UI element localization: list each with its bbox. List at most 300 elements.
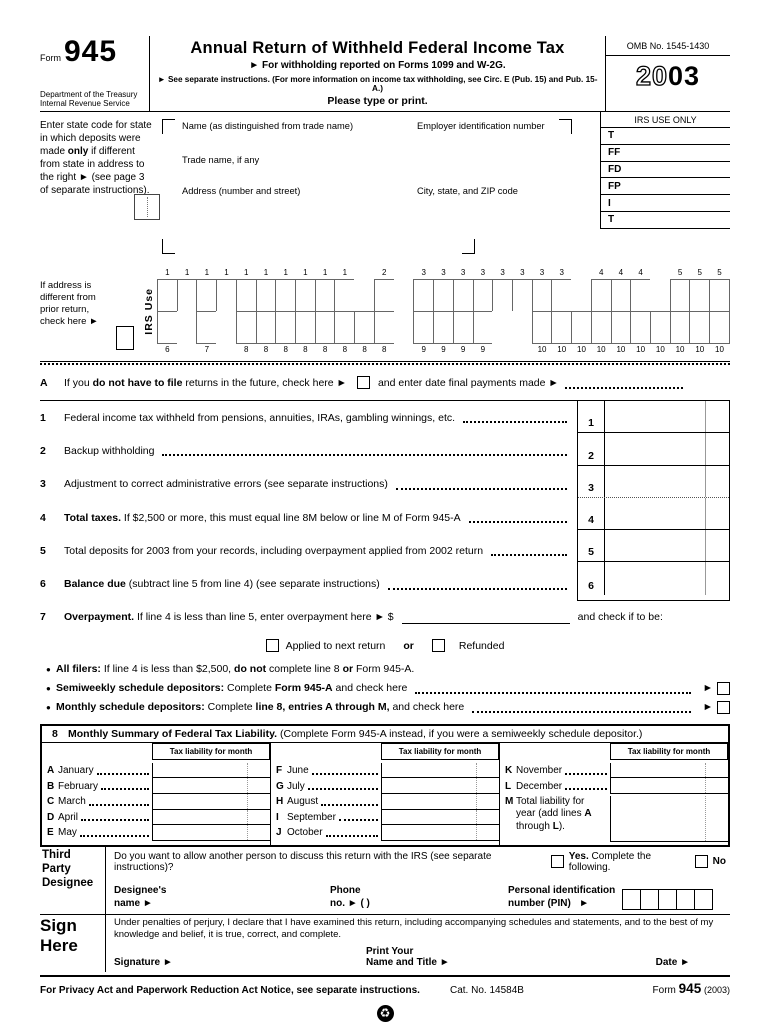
irs-use-grid-column bbox=[275, 267, 296, 356]
irs-use-box[interactable] bbox=[157, 311, 178, 344]
cents-entry-2[interactable] bbox=[705, 433, 729, 464]
line-a bbox=[40, 365, 730, 401]
amount-row-4: 4 bbox=[578, 498, 729, 530]
irs-use-box[interactable] bbox=[374, 279, 395, 312]
month-row: H August bbox=[271, 794, 499, 810]
amount-row-2: 2 bbox=[578, 433, 729, 465]
irs-use-grid-column bbox=[196, 267, 217, 356]
irs-use-grid-column bbox=[334, 267, 355, 356]
sign-here-label: Sign Here bbox=[40, 915, 106, 972]
irs-use-grid-column bbox=[689, 267, 710, 356]
irs-use-vertical-label: IRS Use bbox=[143, 287, 155, 335]
footer-form-number: 945 bbox=[678, 980, 702, 996]
liability-entry-march[interactable] bbox=[152, 794, 270, 810]
irs-use-box[interactable] bbox=[334, 279, 355, 312]
irs-use-only-box bbox=[600, 112, 730, 258]
irs-use-only-row: T bbox=[601, 212, 730, 229]
total-liability-row: M Total liability for year (add lines A through L). bbox=[500, 796, 728, 842]
line-a-letter: A bbox=[40, 376, 48, 389]
grid-bottom-label bbox=[492, 344, 513, 356]
corner-bracket-top-left bbox=[162, 119, 175, 134]
grid-bottom-label: 10 bbox=[655, 345, 665, 354]
pin-cell[interactable] bbox=[622, 889, 641, 910]
grid-top-label: 5 bbox=[677, 268, 683, 277]
grid-top-label: 3 bbox=[559, 268, 564, 277]
irs-use-box[interactable] bbox=[492, 279, 513, 312]
irs-use-box bbox=[216, 311, 237, 344]
liability-entry-december[interactable] bbox=[610, 778, 728, 794]
pin-cell[interactable] bbox=[676, 889, 695, 910]
irs-use-box[interactable] bbox=[413, 311, 434, 344]
irs-use-box[interactable] bbox=[275, 311, 296, 344]
irs-use-box[interactable] bbox=[670, 279, 691, 312]
irs-use-box[interactable] bbox=[354, 311, 375, 344]
grid-bottom-label bbox=[177, 344, 198, 356]
or-label: or bbox=[403, 639, 414, 652]
irs-use-grid-column bbox=[591, 267, 612, 356]
irs-use-box[interactable] bbox=[236, 311, 257, 344]
month-row: G July bbox=[271, 778, 499, 794]
amount-entry-1[interactable] bbox=[605, 401, 705, 432]
irs-use-box[interactable] bbox=[630, 311, 651, 344]
grid-bottom-label: 8 bbox=[283, 345, 288, 354]
irs-use-box[interactable] bbox=[571, 311, 592, 344]
grid-bottom-label: 10 bbox=[577, 345, 586, 354]
state-code-text: Enter state code for state in which deposits were made only if different from state in address to the right ► (see page 3 of separate instructions). bbox=[40, 120, 152, 196]
grid-bottom-label: 8 bbox=[303, 345, 308, 354]
address-changed-checkbox[interactable] bbox=[116, 326, 134, 350]
irs-use-box[interactable] bbox=[453, 279, 474, 312]
arrow-icon: ► bbox=[579, 897, 590, 909]
column-header: Tax liability for month bbox=[610, 743, 728, 760]
omb-number: OMB No. 1545-1430 bbox=[606, 36, 730, 56]
state-code-instructions bbox=[40, 112, 152, 258]
trade-name-field-label: Trade name, if any bbox=[182, 155, 260, 165]
grid-top-label: 1 bbox=[303, 268, 308, 277]
irs-use-box[interactable] bbox=[670, 311, 691, 344]
footer-form-year: (2003) bbox=[703, 984, 730, 995]
liability-entry-june[interactable] bbox=[381, 763, 499, 779]
tax-year-outline: 20 bbox=[635, 61, 668, 91]
grid-top-label: 3 bbox=[421, 268, 426, 277]
irs-use-box[interactable] bbox=[334, 311, 355, 344]
irs-use-box[interactable] bbox=[532, 279, 553, 312]
amount-entry-4[interactable] bbox=[605, 498, 705, 529]
irs-use-grid-column bbox=[433, 267, 454, 356]
table-8-group-2 bbox=[271, 743, 500, 845]
irs-use-only-row: FP bbox=[601, 178, 730, 195]
irs-use-box[interactable] bbox=[532, 311, 553, 344]
month-row: D April bbox=[42, 810, 270, 826]
form-subtitle-3: Please type or print. bbox=[327, 95, 428, 107]
recycled-paper-icon: ♻ bbox=[377, 1005, 394, 1022]
irs-use-box bbox=[394, 311, 415, 344]
amount-row-1: 1 bbox=[578, 401, 729, 433]
monthly-checkbox[interactable] bbox=[717, 701, 730, 714]
irs-use-grid-column bbox=[492, 267, 513, 356]
grid-top-label: 1 bbox=[204, 268, 210, 277]
third-party-question: Do you want to allow another person to discuss this return with the IRS (see separate instructions)? bbox=[114, 850, 492, 873]
third-party-yes-checkbox[interactable] bbox=[551, 855, 564, 868]
line-7-text: Overpayment. If line 4 is less than line 5, enter overpayment here ► $ bbox=[64, 610, 394, 623]
table-8-group-1 bbox=[42, 743, 271, 845]
bullet-semiweekly: ● Semiweekly schedule depositors: Complete Form 945-A and check here ► bbox=[40, 679, 730, 698]
liability-entry-november[interactable] bbox=[610, 763, 728, 779]
irs-use-box bbox=[571, 279, 592, 312]
form-number: 945 bbox=[64, 35, 118, 68]
refunded-checkbox[interactable] bbox=[432, 639, 445, 652]
form-title-block bbox=[150, 36, 606, 111]
ein-field-label: Employer identification number bbox=[417, 121, 545, 131]
irs-use-grid-column bbox=[532, 267, 553, 356]
irs-use-box[interactable] bbox=[295, 279, 316, 312]
irs-use-box[interactable] bbox=[591, 279, 612, 312]
pin-input-boxes bbox=[623, 889, 713, 910]
tax-year bbox=[606, 56, 730, 92]
footer bbox=[40, 975, 730, 996]
irs-use-box[interactable] bbox=[591, 311, 612, 344]
irs-use-box[interactable] bbox=[709, 311, 730, 344]
irs-use-grid-column bbox=[630, 267, 651, 356]
grid-top-label: 3 bbox=[520, 268, 525, 277]
dept-line-1: Department of the Treasury bbox=[40, 89, 138, 99]
irs-use-grid-column bbox=[177, 267, 198, 356]
grid-top-label: 4 bbox=[638, 268, 643, 277]
irs-use-box[interactable] bbox=[256, 311, 277, 344]
perjury-statement: Under penalties of perjury, I declare that I have examined this return, including accompanying schedules and statements, and to the best of my knowledge and belief, it is true, correct, and complete. bbox=[114, 916, 714, 941]
tax-lines-section bbox=[40, 401, 730, 601]
cents-entry-3[interactable] bbox=[705, 466, 729, 497]
irs-use-box[interactable] bbox=[473, 279, 494, 312]
catalog-number: Cat. No. 14584B bbox=[450, 984, 524, 996]
irs-use-grid-column bbox=[315, 267, 336, 356]
irs-use-box[interactable] bbox=[433, 279, 454, 312]
amount-column bbox=[577, 401, 730, 601]
line-a-text: If you do not have to file returns in the future, check here ► bbox=[64, 376, 347, 389]
grid-bottom-label: 6 bbox=[165, 345, 170, 354]
grid-top-label: 4 bbox=[598, 268, 604, 277]
irs-use-box[interactable] bbox=[709, 279, 730, 312]
irs-use-box[interactable] bbox=[177, 279, 198, 312]
month-row: E May bbox=[42, 825, 270, 841]
irs-use-grid-column bbox=[650, 267, 671, 356]
column-header: Tax liability for month bbox=[152, 743, 270, 760]
irs-use-box[interactable] bbox=[236, 279, 257, 312]
signature-row bbox=[114, 946, 730, 969]
name-field-label: Name (as distinguished from trade name) bbox=[182, 121, 354, 131]
grid-bottom-label: 8 bbox=[263, 345, 269, 354]
grid-bottom-label: 10 bbox=[695, 345, 705, 354]
liability-entry-april[interactable] bbox=[152, 810, 270, 826]
irs-use-grid-column bbox=[157, 267, 178, 356]
cents-entry-1[interactable] bbox=[705, 401, 729, 432]
grid-top-label bbox=[650, 267, 671, 279]
month-row: K November bbox=[500, 763, 728, 779]
month-row: L December bbox=[500, 778, 728, 794]
amount-entry-5[interactable] bbox=[605, 530, 705, 561]
irs-use-box[interactable] bbox=[551, 279, 572, 312]
grid-top-label: 2 bbox=[382, 268, 387, 277]
grid-bottom-label: 10 bbox=[537, 345, 547, 354]
line-6: 6 Balance due (subtract line 5 from line 4) (see separate instructions) bbox=[40, 567, 577, 600]
irs-use-grid-column bbox=[413, 267, 434, 356]
yes-label: Yes. bbox=[568, 850, 589, 862]
privacy-act-notice: For Privacy Act and Paperwork Reduction Act Notice, see separate instructions. bbox=[40, 984, 420, 996]
signature-field[interactable]: Signature ► bbox=[114, 956, 173, 968]
grid-top-label: 3 bbox=[539, 268, 545, 277]
irs-use-box[interactable] bbox=[630, 279, 651, 312]
final-payment-date-field[interactable] bbox=[565, 377, 683, 389]
line-3: 3 Adjustment to correct administrative errors (see separate instructions) bbox=[40, 468, 577, 501]
grid-top-label: 1 bbox=[165, 268, 170, 277]
form-word: Form bbox=[40, 53, 61, 63]
irs-use-box[interactable] bbox=[196, 279, 217, 312]
irs-use-grid-column bbox=[295, 267, 316, 356]
irs-use-box[interactable] bbox=[650, 311, 671, 344]
designee-phone-field[interactable]: Phone no. ► ( ) bbox=[330, 884, 370, 909]
amount-row-5: 5 bbox=[578, 530, 729, 562]
grid-bottom-label: 8 bbox=[322, 345, 328, 354]
irs-use-grid-column bbox=[216, 267, 237, 356]
irs-use-box[interactable] bbox=[689, 279, 710, 312]
irs-use-only-row: T bbox=[601, 128, 730, 145]
irs-use-only-row: FD bbox=[601, 162, 730, 179]
irs-use-box[interactable] bbox=[433, 311, 454, 344]
month-row: B February bbox=[42, 778, 270, 794]
amount-entry-6[interactable] bbox=[605, 562, 705, 594]
grid-bottom-label: 9 bbox=[441, 345, 446, 354]
table-8-header: 8 Monthly Summary of Federal Tax Liability. (Complete Form 945-A instead, if you were a semiweekly schedule depositor.) bbox=[42, 726, 728, 743]
monthly-summary-table bbox=[40, 724, 730, 847]
liability-entry-july[interactable] bbox=[381, 778, 499, 794]
state-code-box[interactable] bbox=[134, 194, 160, 220]
irs-use-box[interactable] bbox=[689, 311, 710, 344]
corner-bracket-bottom-left bbox=[162, 239, 175, 254]
refunded-label: Refunded bbox=[458, 639, 505, 652]
irs-use-only-row: FF bbox=[601, 145, 730, 162]
grid-top-label: 1 bbox=[184, 268, 190, 277]
form-subtitle-2: ► See separate instructions. (For more information on income tax withholding, see Circ. E (Pub. 15) and Pub. 15-A.) bbox=[157, 75, 598, 93]
irs-use-grid-column bbox=[709, 267, 730, 356]
irs-use-box[interactable] bbox=[611, 311, 632, 344]
bullet-icon: ● bbox=[46, 702, 51, 712]
grid-top-label: 1 bbox=[342, 268, 348, 277]
irs-use-grid-column bbox=[394, 267, 415, 356]
arrow-icon: ► bbox=[702, 682, 713, 695]
grid-top-label: 1 bbox=[224, 268, 229, 277]
irs-use-box[interactable] bbox=[216, 279, 237, 312]
irs-use-grid-column bbox=[354, 267, 375, 356]
bullet-all-filers: ● All filers: If line 4 is less than $2,500, do not complete line 8 or Form 945-A. bbox=[40, 660, 730, 679]
irs-use-grid-column bbox=[256, 267, 277, 356]
grid-bottom-label: 9 bbox=[460, 345, 466, 354]
print-name-field[interactable]: Print Your Name and Title ► bbox=[366, 945, 450, 969]
irs-use-box[interactable] bbox=[275, 279, 296, 312]
date-field[interactable]: Date ► bbox=[655, 956, 690, 968]
grid-top-label: 3 bbox=[460, 268, 466, 277]
address-changed-text: If address is different from prior return, check here ► bbox=[40, 280, 99, 327]
irs-use-grid-column bbox=[512, 267, 533, 356]
grid-top-label: 4 bbox=[618, 268, 624, 277]
irs-use-box bbox=[394, 279, 415, 312]
third-party-question-row bbox=[114, 851, 730, 873]
pin-cell[interactable] bbox=[694, 889, 713, 910]
entity-section bbox=[40, 112, 730, 258]
form-subtitle-1: ► For withholding reported on Forms 1099 and W-2G. bbox=[249, 60, 506, 71]
grid-top-label bbox=[394, 267, 415, 279]
line-5: 5 Total deposits for 2003 from your records, including overpayment applied from 2002 return bbox=[40, 534, 577, 567]
month-row: I September bbox=[271, 810, 499, 826]
grid-top-label: 3 bbox=[441, 268, 446, 277]
line-2: 2 Backup withholding bbox=[40, 434, 577, 467]
irs-use-box[interactable] bbox=[374, 311, 395, 344]
line-7: 7 Overpayment. If line 4 is less than line 5, enter overpayment here ► $ and check if to be: bbox=[40, 610, 663, 623]
irs-use-box bbox=[177, 311, 198, 344]
month-row: F June bbox=[271, 763, 499, 779]
irs-use-box bbox=[354, 279, 375, 312]
liability-entry-september[interactable] bbox=[381, 810, 499, 826]
grid-top-label bbox=[354, 267, 375, 279]
bullet-icon: ● bbox=[46, 664, 51, 674]
irs-use-box bbox=[492, 311, 513, 344]
third-party-designee-label: Third Party Designee bbox=[40, 847, 106, 914]
liability-entry-total[interactable] bbox=[610, 796, 728, 842]
month-row: J October bbox=[271, 825, 499, 841]
grid-bottom-label bbox=[512, 344, 533, 356]
grid-bottom-label: 10 bbox=[715, 345, 724, 354]
table-8-title: Monthly Summary of Federal Tax Liability. (Complete Form 945-A instead, if you were a semiweekly schedule depositor.) bbox=[68, 727, 643, 740]
grid-bottom-label: 8 bbox=[382, 345, 387, 354]
irs-use-box[interactable] bbox=[196, 311, 217, 344]
no-label: No bbox=[712, 856, 726, 868]
irs-use-box[interactable] bbox=[512, 279, 533, 312]
irs-use-box[interactable] bbox=[413, 279, 434, 312]
bullet-monthly: ● Monthly schedule depositors: Complete line 8, entries A through M, and check here ► bbox=[40, 698, 730, 717]
dept-line-2: Internal Revenue Service bbox=[40, 99, 130, 109]
month-row: A January bbox=[42, 763, 270, 779]
cents-entry-4[interactable] bbox=[705, 498, 729, 529]
irs-use-box[interactable] bbox=[295, 311, 316, 344]
final-return-checkbox[interactable] bbox=[357, 376, 370, 389]
table-8-group-3 bbox=[500, 743, 728, 845]
liability-entry-january[interactable] bbox=[152, 763, 270, 779]
form-number-block bbox=[40, 36, 150, 111]
irs-use-only-row: I bbox=[601, 195, 730, 212]
grid-top-label: 3 bbox=[500, 268, 505, 277]
line-7-tail: and check if to be: bbox=[577, 610, 663, 623]
cents-entry-6[interactable] bbox=[705, 562, 729, 594]
line-1: 1 Federal income tax withheld from pensions, annuities, IRAs, gambling winnings, etc. bbox=[40, 401, 577, 434]
form-title: Annual Return of Withheld Federal Income Tax bbox=[190, 39, 565, 57]
grid-bottom-label: 8 bbox=[244, 345, 249, 354]
irs-use-only-title: IRS USE ONLY bbox=[601, 112, 730, 128]
grid-bottom-label bbox=[394, 344, 415, 356]
amount-row-3: 3 bbox=[578, 466, 729, 498]
semiweekly-checkbox[interactable] bbox=[717, 682, 730, 695]
pin-cell[interactable] bbox=[658, 889, 677, 910]
irs-use-grid-column bbox=[473, 267, 494, 356]
form-header bbox=[40, 36, 730, 112]
liability-entry-august[interactable] bbox=[381, 794, 499, 810]
arrow-icon: ► bbox=[702, 701, 713, 714]
column-header: Tax liability for month bbox=[381, 743, 499, 760]
line-4: 4 Total taxes. If $2,500 or more, this must equal line 8M below or line M of Form 945-A bbox=[40, 501, 577, 534]
applied-to-next-return-checkbox[interactable] bbox=[266, 639, 279, 652]
grid-bottom-label bbox=[216, 344, 237, 356]
irs-use-grid-column bbox=[236, 267, 257, 356]
grid-bottom-label: 10 bbox=[557, 345, 567, 354]
depositor-notes bbox=[40, 660, 730, 717]
irs-use-box bbox=[650, 279, 671, 312]
address-changed-block bbox=[40, 266, 140, 356]
grid-top-label: 5 bbox=[697, 268, 702, 277]
overpayment-amount-field[interactable] bbox=[402, 610, 570, 624]
irs-use-grid-column bbox=[611, 267, 632, 356]
sign-here-section bbox=[40, 915, 730, 972]
irs-use-box[interactable] bbox=[315, 279, 336, 312]
irs-use-strip bbox=[40, 266, 730, 356]
amount-entry-2[interactable] bbox=[605, 433, 705, 464]
designee-name-field[interactable]: Designee's name ► bbox=[114, 884, 167, 909]
irs-use-grid-column bbox=[551, 267, 572, 356]
grid-top-label: 1 bbox=[263, 268, 269, 277]
irs-use-box[interactable] bbox=[551, 311, 572, 344]
third-party-no-checkbox[interactable] bbox=[695, 855, 708, 868]
amount-row-6: 6 bbox=[578, 562, 729, 594]
footer-form-word: Form bbox=[652, 984, 676, 996]
irs-use-grid bbox=[158, 266, 730, 356]
cents-entry-5[interactable] bbox=[705, 530, 729, 561]
irs-use-box[interactable] bbox=[256, 279, 277, 312]
city-state-zip-field-label: City, state, and ZIP code bbox=[417, 186, 518, 196]
grid-bottom-label: 8 bbox=[362, 345, 367, 354]
recycle-symbol-wrap bbox=[40, 1004, 730, 1022]
designee-pin-label: Personal identification number (PIN) ► bbox=[508, 884, 616, 909]
pin-cell[interactable] bbox=[640, 889, 659, 910]
bullet-icon: ● bbox=[46, 683, 51, 693]
address-field-label: Address (number and street) bbox=[182, 186, 301, 196]
grid-top-label: 3 bbox=[480, 268, 486, 277]
irs-use-grid-column bbox=[670, 267, 691, 356]
liability-entry-february[interactable] bbox=[152, 778, 270, 794]
name-address-block[interactable] bbox=[162, 112, 600, 258]
grid-top-label bbox=[571, 267, 592, 279]
tax-year-solid: 03 bbox=[668, 61, 701, 91]
corner-bracket-top-right bbox=[559, 119, 572, 134]
grid-bottom-label: 10 bbox=[636, 345, 646, 354]
irs-use-box[interactable] bbox=[453, 311, 474, 344]
irs-use-box bbox=[512, 311, 533, 344]
liability-entry-may[interactable] bbox=[152, 825, 270, 841]
third-party-designee-section bbox=[40, 847, 730, 915]
amount-entry-3[interactable] bbox=[605, 466, 705, 497]
irs-use-box[interactable] bbox=[473, 311, 494, 344]
grid-bottom-label: 8 bbox=[342, 345, 348, 354]
corner-bracket-bottom-right bbox=[462, 239, 475, 254]
irs-use-grid-column bbox=[453, 267, 474, 356]
irs-use-box[interactable] bbox=[157, 279, 178, 312]
irs-use-box[interactable] bbox=[611, 279, 632, 312]
third-party-fields bbox=[114, 884, 730, 910]
grid-bottom-label: 10 bbox=[616, 345, 626, 354]
grid-top-label: 1 bbox=[283, 268, 288, 277]
irs-use-grid-column bbox=[374, 267, 395, 356]
grid-bottom-label: 9 bbox=[421, 345, 426, 354]
liability-entry-october[interactable] bbox=[381, 825, 499, 841]
irs-use-box[interactable] bbox=[315, 311, 336, 344]
month-row: C March bbox=[42, 794, 270, 810]
grid-bottom-label: 10 bbox=[596, 345, 606, 354]
